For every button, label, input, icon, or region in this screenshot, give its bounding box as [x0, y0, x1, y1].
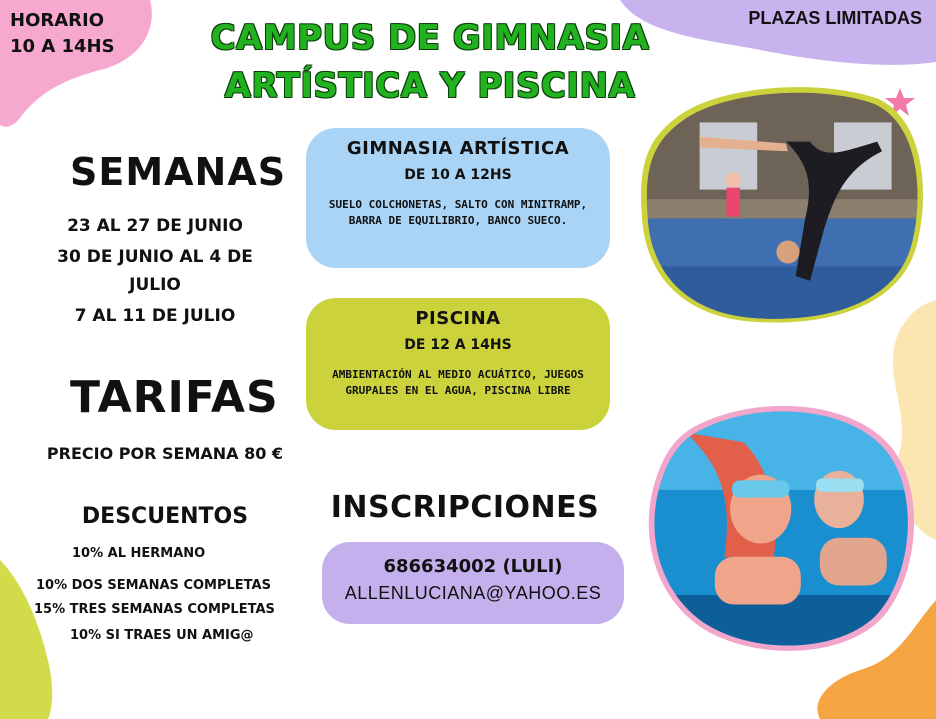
- weekly-price: PRECIO POR SEMANA 80 €: [46, 444, 284, 463]
- gymnastics-hours: DE 10 A 12HS: [404, 167, 512, 183]
- title-line-1: CAMPUS DE GIMNASIA: [210, 18, 650, 58]
- page-title: [190, 14, 670, 110]
- weeks-list: [30, 212, 280, 333]
- contact-phone[interactable]: 686634002 (LULI): [383, 556, 563, 577]
- horario-time: 10 A 14HS: [10, 36, 115, 57]
- pool-heading: PISCINA: [415, 308, 501, 329]
- gymnastics-heading: GIMNASIA ARTÍSTICA: [346, 138, 570, 159]
- rates-heading: TARIFAS: [70, 372, 279, 423]
- discount-item: 10% DOS SEMANAS COMPLETAS: [36, 578, 271, 593]
- contact-card: [322, 542, 624, 624]
- week-item: 30 DE JUNIO AL 4 DE JULIO: [57, 247, 253, 295]
- discount-item: 10% AL HERMANO: [72, 546, 206, 561]
- weeks-heading: SEMANAS: [70, 150, 287, 194]
- registration-heading: INSCRIPCIONES: [330, 490, 600, 525]
- discounts-heading: DESCUENTOS: [81, 504, 249, 529]
- pool-card: [306, 298, 610, 430]
- horario-label: HORARIO: [10, 10, 105, 31]
- contact-email[interactable]: ALLENLUCIANA@YAHOO.ES: [344, 583, 602, 603]
- pool-hours: DE 12 A 14HS: [404, 337, 512, 353]
- gymnastics-card: [306, 128, 610, 268]
- gymnastics-description: SUELO COLCHONETAS, SALTO CON MINITRAMP, BARRA DE EQUILIBRIO, BANCO SUECO.: [328, 198, 588, 227]
- swimming-photo: [642, 398, 920, 658]
- title-line-2: ARTÍSTICA Y PISCINA: [224, 66, 636, 106]
- discount-item: 15% TRES SEMANAS COMPLETAS: [34, 602, 275, 617]
- week-item: 7 AL 11 DE JULIO: [74, 306, 236, 326]
- pool-description: AMBIENTACIÓN AL MEDIO ACUÁTICO, JUEGOS GRUPALES EN EL AGUA, PISCINA LIBRE: [332, 368, 584, 397]
- schedule-label: [10, 8, 115, 60]
- week-item: 23 AL 27 DE JUNIO: [67, 216, 243, 236]
- limited-places-label: PLAZAS LIMITADAS: [748, 8, 922, 28]
- discount-item: 10% SI TRAES UN AMIG@: [70, 628, 254, 643]
- gymnastics-photo: [636, 78, 932, 330]
